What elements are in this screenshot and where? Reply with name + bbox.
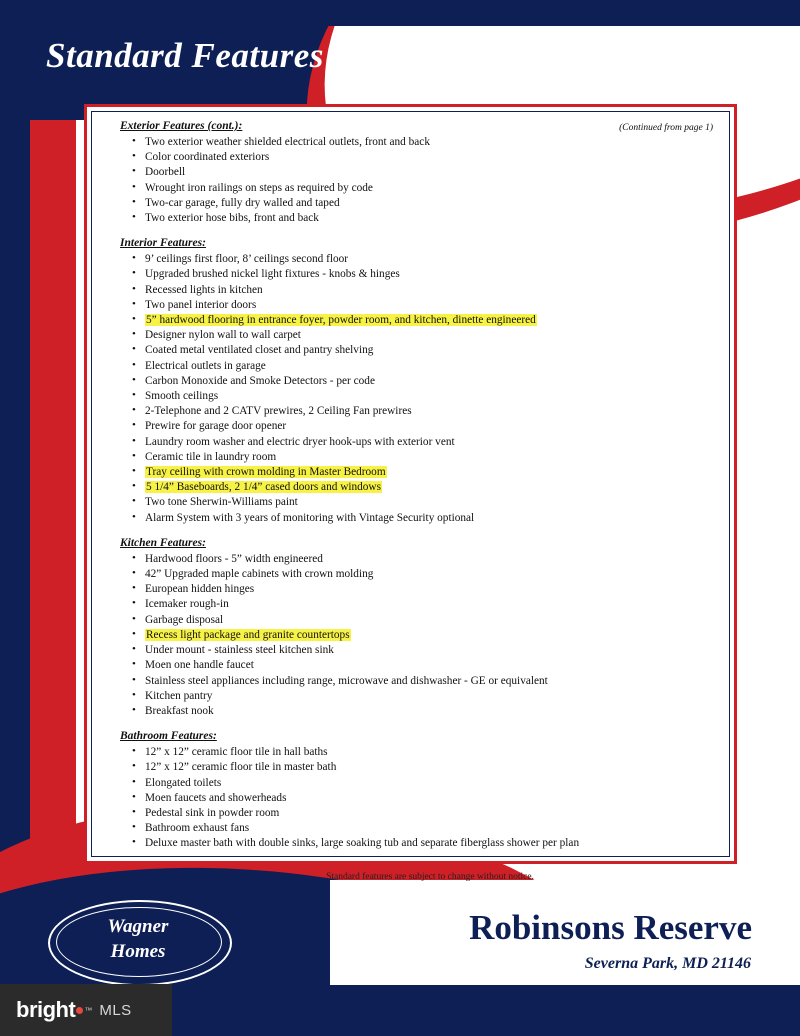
feature-list-item xyxy=(132,450,715,465)
navy-top-strip xyxy=(0,0,800,26)
feature-item-text: Alarm System with 3 years of monitoring with Vintage Security optional xyxy=(145,511,475,524)
feature-list-item xyxy=(132,435,715,450)
feature-item-text: Prewire for garage door opener xyxy=(145,420,287,433)
feature-list-item xyxy=(132,267,715,282)
feature-list-item xyxy=(132,567,715,582)
feature-list-item xyxy=(132,511,715,526)
feature-section-heading: Kitchen Features: xyxy=(120,536,206,549)
feature-list-item xyxy=(132,465,715,480)
feature-item-text: Color coordinated exteriors xyxy=(145,151,270,164)
feature-item-text: 5 1/4” Baseboards, 2 1/4” cased doors and windows xyxy=(146,481,381,494)
feature-list-item xyxy=(132,704,715,719)
feature-item-text: Laundry room washer and electric dryer hook-ups with exterior vent xyxy=(145,435,455,448)
feature-item-text: Carbon Monoxide and Smoke Detectors - per code xyxy=(145,374,375,387)
feature-section-heading: Exterior Features (cont.): xyxy=(120,120,243,132)
feature-item-text: 5” hardwood flooring in entrance foyer, powder room, and kitchen, dinette engineered xyxy=(146,314,536,327)
watermark-brand: bright xyxy=(16,997,76,1022)
feature-list-item xyxy=(132,313,715,328)
feature-item-text: Recessed lights in kitchen xyxy=(145,283,263,296)
watermark-dot-icon xyxy=(76,1007,83,1014)
feature-list-item xyxy=(132,419,715,434)
logo-line-2: Homes xyxy=(110,941,166,962)
red-left-band xyxy=(30,120,76,890)
feature-list-item xyxy=(132,776,715,791)
feature-list-item xyxy=(132,328,715,343)
feature-list-item xyxy=(132,597,715,612)
feature-section xyxy=(110,730,715,851)
feature-item-text: Under mount - stainless steel kitchen sink xyxy=(145,644,334,657)
feature-list-item xyxy=(132,211,715,226)
watermark-mls: MLS xyxy=(99,1001,132,1019)
feature-item-text: Two panel interior doors xyxy=(145,298,257,311)
feature-list-item xyxy=(132,374,715,389)
feature-list-item xyxy=(132,181,715,196)
feature-list-item xyxy=(132,165,715,180)
feature-list-item xyxy=(132,359,715,374)
feature-list-item xyxy=(132,821,715,836)
feature-list-item xyxy=(132,495,715,510)
feature-item-text: Moen faucets and showerheads xyxy=(145,791,287,804)
feature-list-item xyxy=(132,643,715,658)
feature-list-item xyxy=(132,298,715,313)
features-card xyxy=(84,104,737,864)
community-location: Severna Park, MD 21146 xyxy=(584,955,751,972)
logo-line-1: Wagner xyxy=(107,916,169,937)
feature-item-text: 9’ ceilings first floor, 8’ ceilings second floor xyxy=(145,253,349,266)
feature-list xyxy=(110,745,715,851)
feature-item-text: Two-car garage, fully dry walled and taped xyxy=(145,196,340,209)
features-card-inner xyxy=(91,111,730,857)
feature-item-text: Doorbell xyxy=(145,166,186,179)
bright-mls-watermark xyxy=(0,984,172,1036)
feature-list-item xyxy=(132,791,715,806)
feature-list-item xyxy=(132,389,715,404)
continued-note: (Continued from page 1) xyxy=(619,123,713,133)
feature-item-text: Garbage disposal xyxy=(145,613,224,626)
feature-section xyxy=(110,537,715,719)
feature-list xyxy=(110,252,715,526)
feature-item-text: Ceramic tile in laundry room xyxy=(145,450,277,463)
feature-item-text: Two exterior weather shielded electrical outlets, front and back xyxy=(145,136,430,148)
disclaimer-text: Standard features are subject to change without notice. xyxy=(326,872,534,882)
feature-item-text: Kitchen pantry xyxy=(145,689,213,702)
feature-item-text: 12” x 12” ceramic floor tile in master bath xyxy=(145,761,337,774)
page-title: Standard Features xyxy=(46,36,324,75)
feature-item-text: Moen one handle faucet xyxy=(145,659,254,672)
feature-item-text: Stainless steel appliances including range, microwave and dishwasher - GE or equivalent xyxy=(145,674,548,687)
feature-list-item xyxy=(132,283,715,298)
feature-item-text: Elongated toilets xyxy=(145,776,222,789)
feature-list-item xyxy=(132,480,715,495)
feature-item-text: Tray ceiling with crown molding in Master Bedroom xyxy=(146,466,386,479)
feature-list-item xyxy=(132,343,715,358)
feature-list xyxy=(110,552,715,719)
feature-item-text: Wrought iron railings on steps as required by code xyxy=(145,181,373,194)
feature-list-item xyxy=(132,836,715,851)
feature-section-heading: Interior Features: xyxy=(120,237,206,250)
feature-list-item xyxy=(132,196,715,211)
feature-list-item xyxy=(132,628,715,643)
feature-list-item xyxy=(132,613,715,628)
feature-item-text: Recess light package and granite countertops xyxy=(146,628,350,641)
feature-list-item xyxy=(132,582,715,597)
feature-item-text: Icemaker rough-in xyxy=(145,598,229,611)
feature-item-text: 12” x 12” ceramic floor tile in hall baths xyxy=(145,746,328,759)
feature-item-text: Coated metal ventilated closet and pantry shelving xyxy=(145,344,374,357)
feature-item-text: Two exterior hose bibs, front and back xyxy=(145,212,319,225)
feature-section xyxy=(110,237,715,526)
feature-list-item xyxy=(132,658,715,673)
feature-item-text: Bathroom exhaust fans xyxy=(145,822,250,835)
features-sections xyxy=(110,120,715,852)
feature-list-item xyxy=(132,552,715,567)
feature-list-item xyxy=(132,135,715,150)
feature-item-text: 42” Upgraded maple cabinets with crown molding xyxy=(145,568,374,581)
feature-item-text: Two tone Sherwin-Williams paint xyxy=(145,496,298,509)
feature-list-item xyxy=(132,252,715,267)
feature-list xyxy=(110,135,715,226)
builder-logo xyxy=(48,900,228,982)
feature-list-item xyxy=(132,745,715,760)
feature-item-text: Pedestal sink in powder room xyxy=(145,806,280,819)
feature-list-item xyxy=(132,689,715,704)
feature-item-text: Upgraded brushed nickel light fixtures - knobs & hinges xyxy=(145,268,400,281)
feature-list-item xyxy=(132,674,715,689)
feature-item-text: Hardwood floors - 5” width engineered xyxy=(145,552,323,565)
feature-section xyxy=(110,120,715,226)
feature-list-item xyxy=(132,760,715,775)
feature-list-item xyxy=(132,150,715,165)
community-name: Robinsons Reserve xyxy=(469,908,752,947)
feature-item-text: Designer nylon wall to wall carpet xyxy=(145,329,301,342)
feature-list-item xyxy=(132,806,715,821)
feature-item-text: Electrical outlets in garage xyxy=(145,359,266,372)
feature-item-text: 2-Telephone and 2 CATV prewires, 2 Ceiling Fan prewires xyxy=(145,405,412,418)
feature-item-text: Deluxe master bath with double sinks, large soaking tub and separate fiberglass shower per plan xyxy=(145,837,580,850)
feature-item-text: Breakfast nook xyxy=(145,704,214,717)
feature-section-heading: Bathroom Features: xyxy=(120,730,217,743)
feature-item-text: Smooth ceilings xyxy=(145,390,219,403)
watermark-tm: ™ xyxy=(84,1005,93,1015)
feature-list-item xyxy=(132,404,715,419)
feature-item-text: European hidden hinges xyxy=(145,583,255,596)
